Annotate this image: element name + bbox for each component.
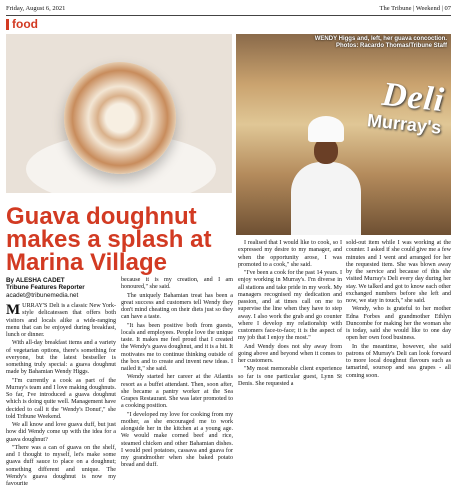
paragraph: In the meantime, however, she said patrons of Murray's Deli can look forward to more local doughnut flavours such as tamarind, soursop and sea grapes - all coming soon. — [346, 343, 451, 379]
photo-caption — [315, 36, 447, 50]
paragraph: because it is my creation, and I am honoured," she said. — [121, 277, 233, 291]
paragraph: I realised that I would like to cook, so I expressed my desire to my manager, and when the opportunity arose, I was promoted to a cook," she said. — [238, 240, 342, 268]
section-bar — [6, 19, 9, 30]
sign-deli: Deli — [380, 75, 447, 120]
sign-murrays: Murray's — [365, 110, 442, 138]
paragraph: "I'm currently a cook as part of the Murray's team and I love making doughnuts. So far, I've introduced a guava doughnut which is doing quite well. Management have decided to call it the 'Wendy's Donut'," she told Tribune Weekend. — [6, 377, 116, 420]
paragraph: sold-out item while I was working at the counter. I asked if she could give me a few minutes and I went and arranged for her the requested item. She was blown away by the service and because of this she visited Murray's Deli every day during her stay. We talked and got to know each other exchanged numbers before she left and now, we stay in touch," she said. — [346, 240, 451, 304]
chef-body-shape — [291, 162, 361, 235]
article-column-3 — [238, 240, 342, 389]
paragraph: "My most memorable client experience so far is one particular guest, Lynn St Denis. She requested a — [238, 366, 342, 387]
byline-email: acadet@tribunemedia.net — [6, 291, 79, 299]
header-publication: The Tribune | Weekend | 07 — [379, 4, 451, 12]
byline-role: Tribune Features Reporter — [6, 284, 85, 292]
section-label — [6, 17, 38, 31]
byline — [6, 277, 124, 299]
paragraph: URRAY'S Deli is a classic New York-style delicatessen that offers both visitors and locals alike a wide-ranging menu that can be enjoyed during breakfast, lunch or dinner. — [6, 303, 116, 338]
paragraph: With all-day breakfast items and a variety of vegetarian options, there's something for everyone, but the latest bestseller is something truly special: a guava doughnut made by Bahamian Wendy Higgs. — [6, 340, 116, 376]
chef-photo — [236, 34, 451, 235]
chef-hat-shape — [308, 116, 344, 142]
byline-author: By ALESHA CADET — [6, 277, 65, 284]
paragraph: The uniquely Bahamian treat has been a great success and customers tell Wendy they don't mind cheating on their diets just so they can have a taste. — [121, 292, 233, 321]
paragraph: "There was a can of guava on the shelf, and I thought to myself, let's make some guava duff sauce to place on a doughnut; something different and unique. The Wendy's guava doughnut is now my favourite — [6, 444, 116, 487]
caption-line-2: Photos: Racardo Thomas/Tribune Staff — [335, 43, 447, 49]
article-column-1 — [6, 303, 116, 489]
headline: Guava doughnut makes a splash at Marina Village — [6, 203, 212, 276]
paragraph: Wendy started her career at the Atlantis resort as a buffet attendant. Then, soon after, she became a pantry worker at the Sea Grapes Restaurant. She was later promoted to a cooking position. — [121, 374, 233, 410]
doughnut-photo — [6, 34, 232, 193]
paragraph: "It has been positive both from guests, locals and employees. People love the unique taste. It makes me feel proud that I created the Wendy's guava doughnut, and it is a hit. It motivates me to continue thinking outside of the box and to create and invent new ideas. I nailed it," she said. — [121, 322, 233, 372]
paragraph: And Wendy does not shy away from going above and beyond when it comes to her customers. — [238, 343, 342, 364]
article-column-4 — [346, 240, 451, 381]
paragraph: "I've been a cook for the past 14 years. I enjoy working in Murray's. I'm diverse in all stations and take pride in my work. My managers recognised my dedication and passion, and at times call on me to supervise the line when they have to step away. I also work the grab and go counter where I develop my relationship with customers face-to-face; it is the aspect of my job that I enjoy the most." — [238, 270, 342, 342]
header-date: Friday, August 6, 2021 — [6, 4, 66, 12]
paragraph: We all know and love guava duff, but just how did Wendy come up with the idea for a guava doughnut? — [6, 422, 116, 443]
page-header — [6, 3, 451, 16]
drop-cap: M — [6, 302, 21, 318]
article-column-2 — [121, 277, 233, 471]
caption-line-1: WENDY Higgs and, left, her guava concoction. — [314, 36, 447, 42]
paragraph: "I developed my love for cooking from my mother, as she encouraged me to work alongside her in the kitchen at a young age. We would make corned beef and rice, steamed chicken and other Bahamian dishes. I would peel potatoes, cassava and guava for my grandmother when she baked potato bread and duff. — [121, 411, 233, 469]
section-name: food — [12, 17, 38, 31]
doughnut-shape — [64, 62, 176, 174]
paragraph: Wendy, who is grateful to her mother Edna Forbes and grandmother Ethlyn Duncombe for making her the woman she is today, said she would like to one day open her own food business. — [346, 306, 451, 342]
